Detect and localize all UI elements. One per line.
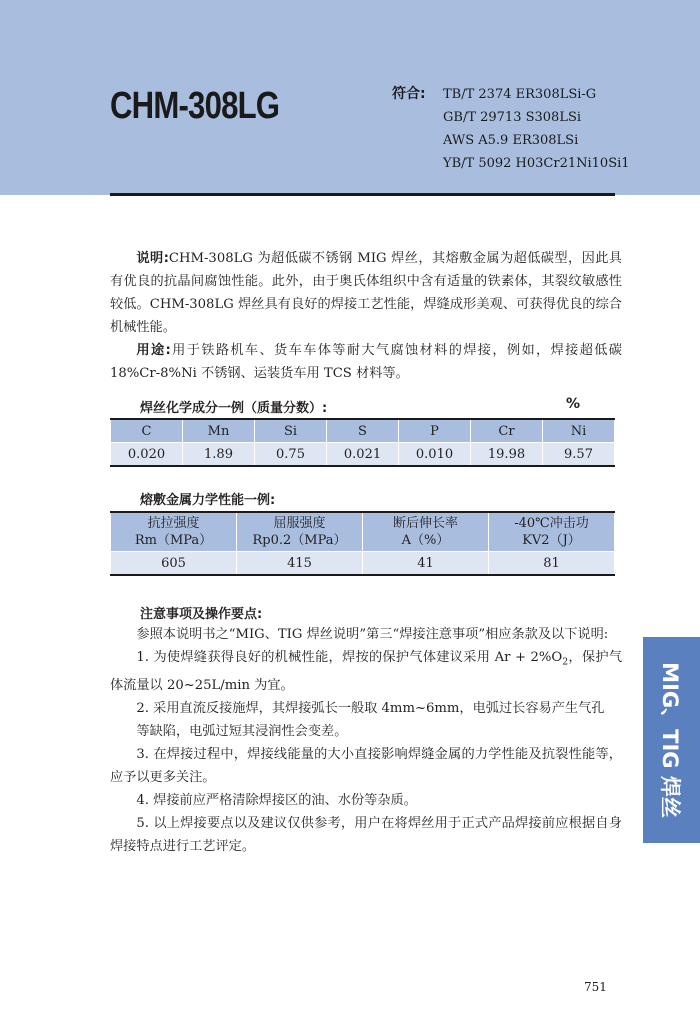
- usage-paragraph: [110, 339, 622, 385]
- note-item: 等缺陷，电弧过短其浸润性会变差。: [136, 723, 348, 739]
- note-item: 5. 以上焊接要点以及建议仅供参考，用户在将焊丝用于正式产品焊接前应根据自身焊接特点进行工艺评定。: [110, 815, 622, 854]
- header-line: -40℃冲击功: [514, 516, 589, 531]
- standard-item: YB/T 5092 H03Cr21Ni10Si1: [443, 156, 630, 171]
- table-header-cell: Ni: [543, 419, 615, 443]
- table-header-cell: Mn: [183, 419, 255, 443]
- table-cell: 19.98: [471, 443, 543, 467]
- header-line: KV2（J）: [522, 533, 581, 548]
- note-item: [110, 646, 622, 697]
- table-header-cell: [363, 512, 489, 552]
- chem-table-unit: %: [566, 396, 581, 412]
- header-line: Rm（MPa）: [134, 533, 213, 548]
- table-header-cell: [237, 512, 363, 552]
- table-cell: 41: [363, 552, 489, 576]
- table-row: [111, 552, 615, 576]
- table-header-row: [111, 419, 615, 443]
- chem-table-heading: 焊丝化学成分一例（质量分数）:: [140, 401, 328, 416]
- table-cell: 9.57: [543, 443, 615, 467]
- description-label: 说明:: [136, 251, 169, 266]
- standard-item: TB/T 2374 ER308LSi-G: [443, 87, 597, 102]
- usage-text: 用于铁路机车、货车车体等耐大气腐蚀材料的焊接，例如，焊接超低碳 18%Cr-8%Ni 不锈钢、运装货车用 TCS 材料等。: [110, 343, 622, 381]
- header-line: Rp0.2（MPa）: [252, 533, 347, 548]
- table-row: [111, 443, 615, 467]
- mech-table-heading: 熔敷金属力学性能一例:: [140, 493, 276, 508]
- table-cell: 0.75: [255, 443, 327, 467]
- table-header-cell: [111, 512, 237, 552]
- table-header-row: [111, 512, 615, 552]
- table-cell: 0.021: [327, 443, 399, 467]
- note-subscript: 2: [562, 656, 569, 668]
- table-cell: 605: [111, 552, 237, 576]
- table-header-cell: Si: [255, 419, 327, 443]
- table-header-cell: S: [327, 419, 399, 443]
- page-number: 751: [584, 980, 607, 994]
- header-rule: [110, 193, 615, 196]
- description-text: CHM-308LG 为超低碳不锈钢 MIG 焊丝，其熔敷金属为超低碳型，因此具有优良的抗晶间腐蚀性能。此外，由于奥氏体组织中含有适量的铁素体，其裂纹敏感性较低。CHM-308LG 焊丝具有良好的焊接工艺性能，焊缝成形美观、可获得优良的综合机械性能。: [110, 251, 622, 335]
- table-cell: 1.89: [183, 443, 255, 467]
- usage-label: 用途:: [136, 343, 171, 358]
- conformance-label: 符合:: [392, 86, 426, 102]
- note-item: 3. 在焊接过程中，焊接线能量的大小直接影响焊缝金属的力学性能及抗裂性能等，应予以更多关注。: [110, 746, 622, 785]
- standard-item: AWS A5.9 ER308LSi: [443, 133, 579, 148]
- note-item: 4. 焊接前应严格清除焊接区的油、水份等杂质。: [136, 792, 417, 808]
- header-line: A（%）: [401, 533, 450, 548]
- chem-composition-table: [110, 418, 615, 467]
- table-header-cell: Cr: [471, 419, 543, 443]
- header-line: 抗拉强度: [147, 516, 200, 531]
- section-side-tab-label: MIG、TIG 焊丝: [658, 662, 682, 818]
- mechanical-properties-table: [110, 511, 615, 576]
- table-header-cell: P: [399, 419, 471, 443]
- standards-list: [443, 83, 630, 175]
- note-item: 2. 采用直流反接施焊，其焊接弧长一般取 4mm~6mm，电弧过长容易产生气孔: [136, 700, 605, 716]
- description-block: [110, 247, 622, 385]
- table-header-cell: [489, 512, 615, 552]
- table-cell: 81: [489, 552, 615, 576]
- header-line: 断后伸长率: [392, 516, 458, 531]
- table-cell: 0.020: [111, 443, 183, 467]
- notes-heading: 注意事项及操作要点:: [140, 607, 263, 622]
- note-text: ，保护气体流量以 20~25L/min 为宜。: [110, 650, 623, 693]
- table-cell: 0.010: [399, 443, 471, 467]
- notes-intro: 参照本说明书之“MIG、TIG 焊丝说明”第三“焊接注意事项”相应条款及以下说明:: [136, 627, 609, 642]
- standard-item: GB/T 29713 S308LSi: [443, 110, 582, 125]
- table-header-cell: C: [111, 419, 183, 443]
- description-paragraph: [110, 247, 622, 339]
- notes-block: [110, 623, 622, 858]
- header-line: 屈服强度: [273, 516, 326, 531]
- table-cell: 415: [237, 552, 363, 576]
- product-title: CHM-308LG: [110, 85, 280, 127]
- note-text: 1. 为使焊缝获得良好的机械性能，焊按的保护气体建议采用 Ar + 2%O: [136, 650, 563, 665]
